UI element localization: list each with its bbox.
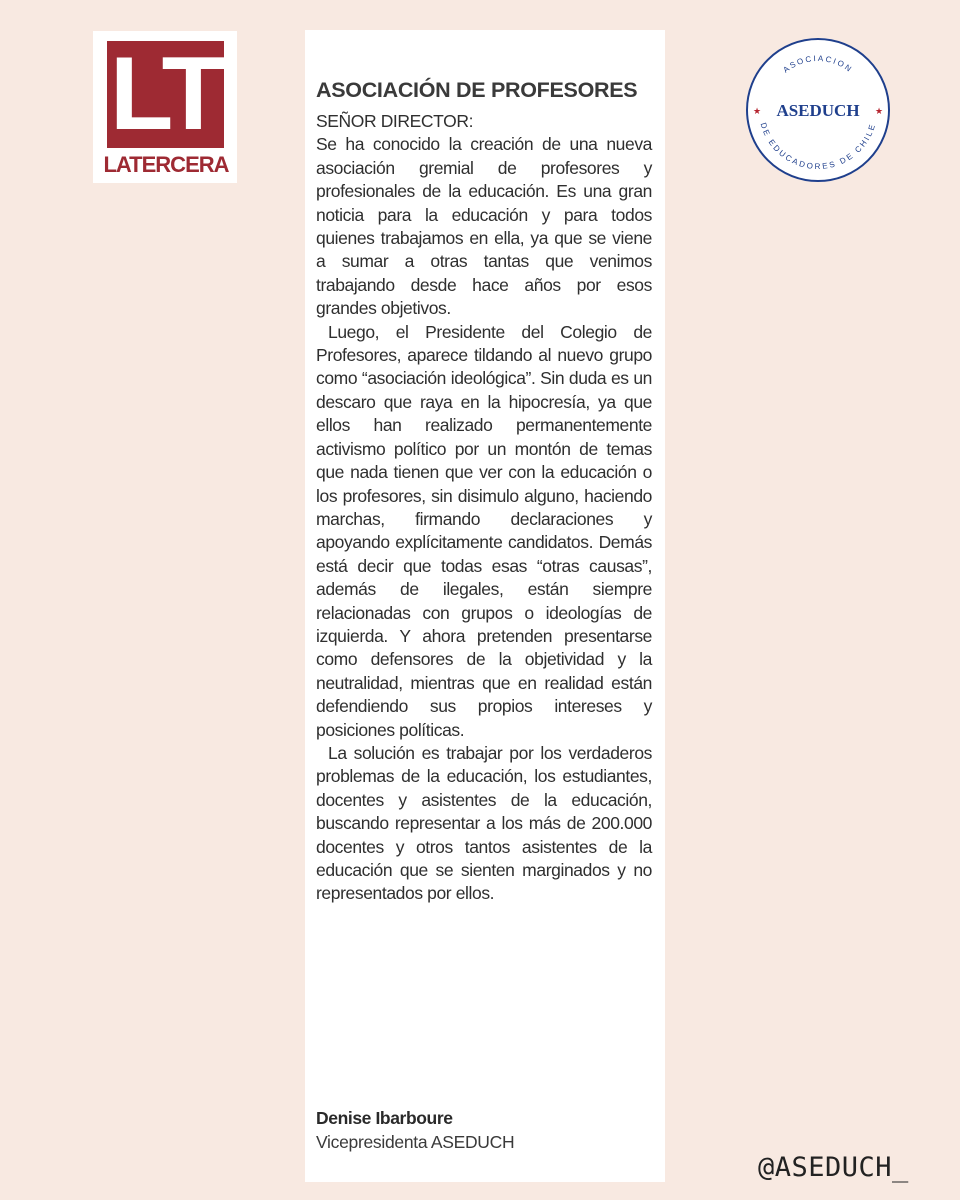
letter-paragraph: Se ha conocido la creación de una nueva asociación gremial de profesores y profesionales de la educación. Es una gran noticia para la educación y para todos quienes trabajamos en ella, ya que se viene a sumar a otras tantas que venimos trabajando desde hace años por esos grandes objetivos. (316, 134, 652, 319)
letter-paragraph: La solución es trabajar por los verdaderos problemas de la educación, los estudiantes, docentes y asistentes de la educación, buscando representar a los más de 200.000 docentes y otros tantos asistentes de la educación que se sienten marginados y no representados por ellos. (316, 742, 652, 904)
lt-initials: LT (107, 41, 224, 148)
lt-wordmark: LATERCERA (103, 152, 229, 177)
badge-top-text: ASOCIACION (781, 53, 855, 75)
letter-salutation: SEÑOR DIRECTOR: (316, 111, 474, 131)
newspaper-clipping (305, 30, 665, 1182)
signature-name: Denise Ibarboure (316, 1108, 453, 1128)
badge-star-left-icon: ★ (752, 107, 762, 117)
social-handle: @ASEDUCH_ (758, 1152, 909, 1183)
letter-signature (316, 1106, 656, 1154)
signature-role: Vicepresidenta ASEDUCH (316, 1132, 515, 1152)
badge-star-right-icon: ★ (874, 107, 884, 117)
aseduch-badge (745, 37, 891, 183)
letter-paragraph: Luego, el Presidente del Colegio de Profesores, aparece tildando al nuevo grupo como “asociación ideológica”. Sin duda es un descaro que raya en la hipocresía, ya que ellos han realizado permanentemente activismo político por un montón de temas que nada tienen que ver con la educación o los profesores, sin disimulo alguno, haciendo marchas, firmando declaraciones y apoyando explícitamente candidatos. Demás está decir que todas esas “otras causas”, además de ilegales, están siempre relacionadas con grupos o ideologías de izquierda. Y ahora pretenden presentarse como defensores de la objetividad y la neutralidad, mientras que en realidad están defendiendo sus propios intereses y posiciones políticas. (316, 321, 652, 740)
badge-bottom-text: DE EDUCADORES DE CHILE (758, 121, 878, 172)
badge-name: ASEDUCH (776, 101, 860, 120)
letter-body (316, 110, 652, 906)
la-tercera-logo (93, 31, 237, 183)
letter-title: ASOCIACIÓN DE PROFESORES (316, 78, 638, 102)
